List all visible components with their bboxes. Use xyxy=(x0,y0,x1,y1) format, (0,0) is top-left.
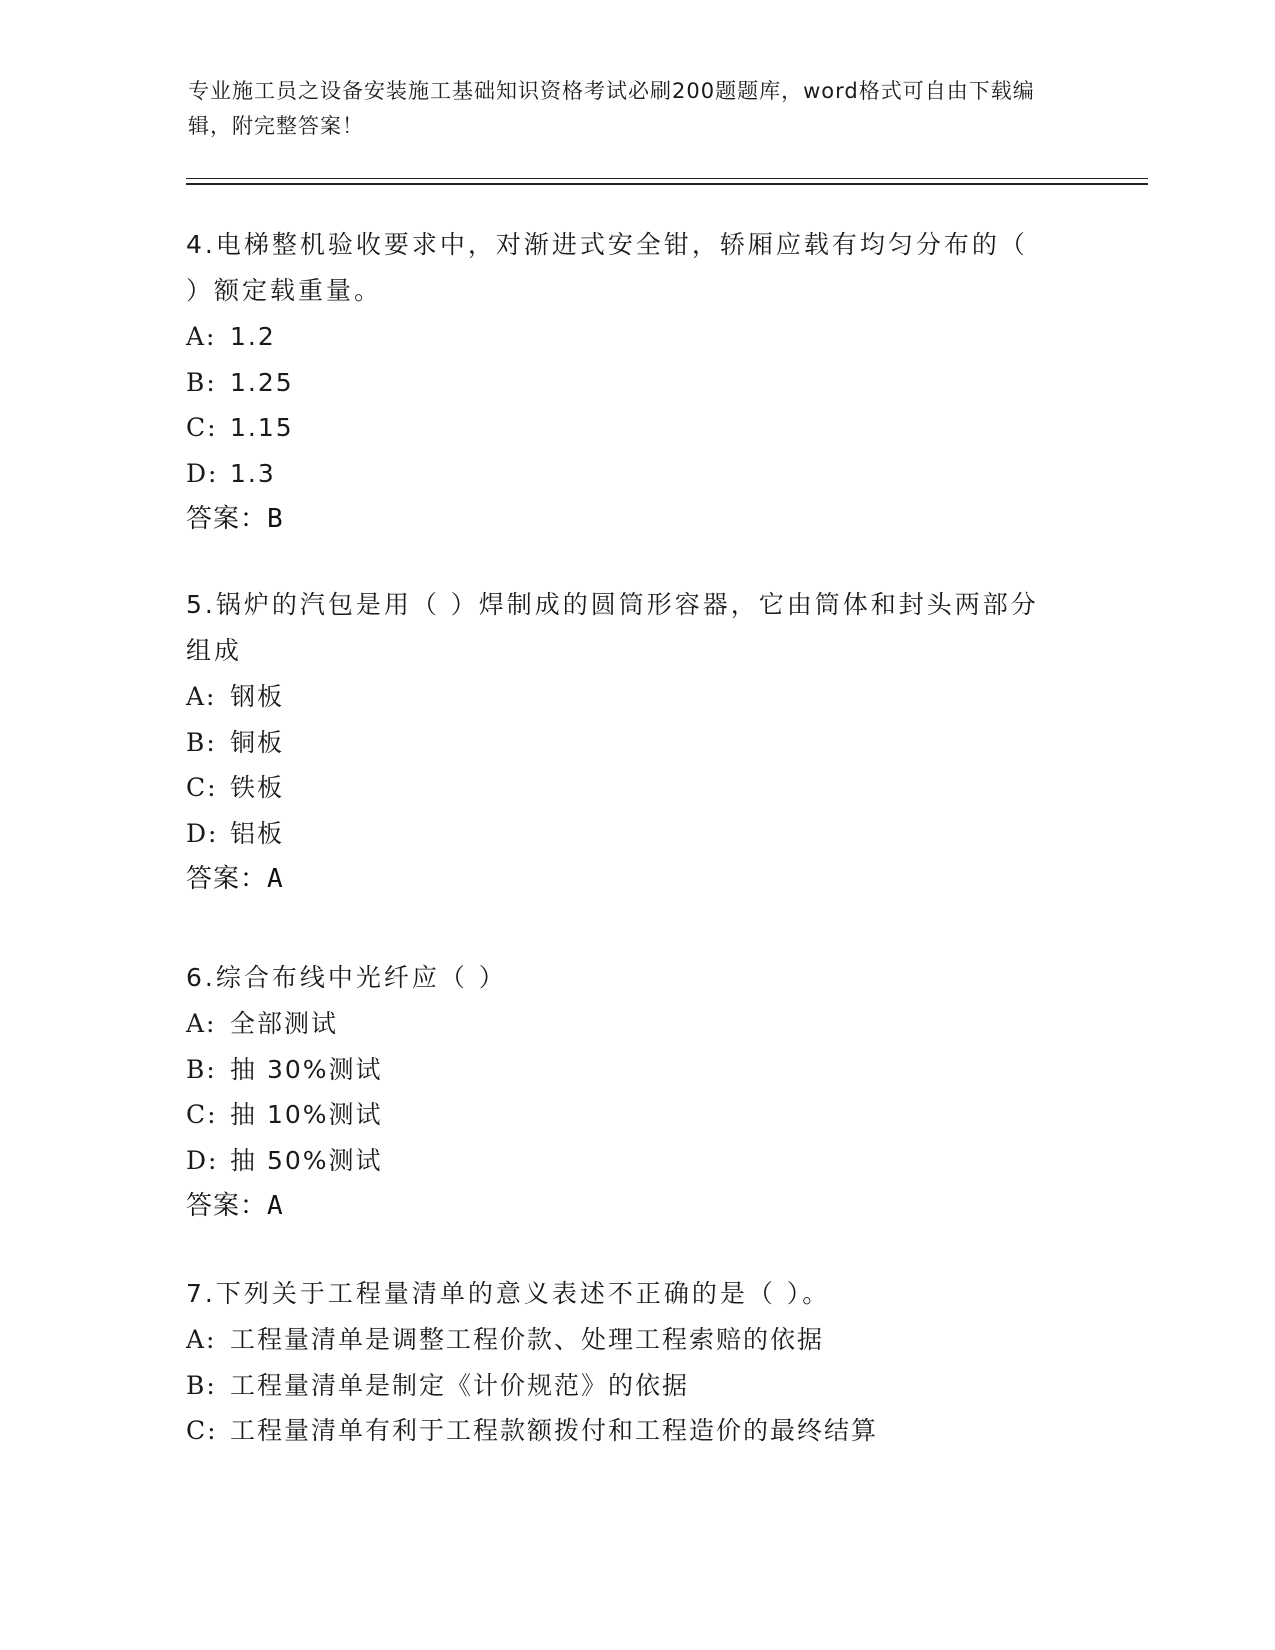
option-text: 抽 10%测试 xyxy=(230,1100,383,1129)
option-letter: C: xyxy=(186,773,218,802)
answer-line xyxy=(186,856,1066,902)
answer-value: B xyxy=(267,504,284,534)
question-4 xyxy=(186,222,1036,542)
header-divider-thin xyxy=(186,178,1148,179)
option-c xyxy=(186,765,1066,811)
option-d xyxy=(186,451,1036,497)
option-c xyxy=(186,1092,1086,1138)
option-c xyxy=(186,1408,1086,1454)
answer-line xyxy=(186,496,1036,542)
option-letter: A: xyxy=(186,322,217,351)
option-c xyxy=(186,405,1036,451)
option-a xyxy=(186,314,1036,360)
option-letter: B: xyxy=(186,727,217,757)
question-stem: 6.综合布线中光纤应（ ） xyxy=(186,963,507,992)
option-text: 铜板 xyxy=(230,727,285,757)
option-text: 钢板 xyxy=(230,682,285,711)
question-5 xyxy=(186,582,1066,902)
answer-label: 答案： xyxy=(186,1191,268,1221)
option-a xyxy=(186,1317,1086,1363)
option-letter: D: xyxy=(186,1145,219,1175)
option-d xyxy=(186,1138,1086,1184)
question-stem: 4.电梯整机验收要求中，对渐进式安全钳，轿厢应载有均匀分布的（ ）额定载重量。 xyxy=(186,230,1028,305)
option-letter: C: xyxy=(186,1100,218,1129)
option-text: 工程量清单有利于工程款额拨付和工程造价的最终结算 xyxy=(230,1416,879,1445)
question-stem: 5.锅炉的汽包是用（ ）焊制成的圆筒形容器，它由筒体和封头两部分组成 xyxy=(186,590,1039,665)
option-text: 抽 50%测试 xyxy=(230,1145,383,1175)
page-header-title: 专业施工员之设备安装施工基础知识资格考试必刷200题题库，word格式可自由下载编辑，附完整答案！ xyxy=(188,79,1035,138)
header-divider-thick xyxy=(186,183,1148,185)
answer-label: 答案： xyxy=(186,864,268,894)
option-text: 工程量清单是调整工程价款、处理工程索赔的依据 xyxy=(230,1325,825,1354)
option-b xyxy=(186,1047,1086,1093)
question-stem: 7.下列关于工程量清单的意义表述不正确的是（ ）。 xyxy=(186,1279,831,1308)
option-a xyxy=(186,1001,1086,1047)
option-text: 1.15 xyxy=(230,413,294,442)
option-a xyxy=(186,674,1066,720)
answer-value: A xyxy=(267,864,284,894)
answer-label: 答案： xyxy=(186,504,268,534)
option-b xyxy=(186,720,1066,766)
option-text: 全部测试 xyxy=(230,1009,339,1038)
option-b xyxy=(186,1363,1086,1409)
option-letter: B: xyxy=(186,1054,217,1084)
option-text: 1.3 xyxy=(230,458,276,488)
question-7 xyxy=(186,1271,1086,1454)
answer-line xyxy=(186,1183,1086,1229)
option-text: 1.2 xyxy=(230,322,276,351)
option-d xyxy=(186,811,1066,857)
option-text: 铝板 xyxy=(230,818,285,848)
option-b xyxy=(186,360,1036,406)
option-text: 工程量清单是制定《计价规范》的依据 xyxy=(230,1370,690,1400)
option-letter: D: xyxy=(186,458,219,488)
option-letter: C: xyxy=(186,413,218,442)
question-6 xyxy=(186,955,1086,1229)
option-letter: A: xyxy=(186,682,217,711)
option-letter: B: xyxy=(186,367,217,397)
answer-value: A xyxy=(267,1191,284,1221)
option-letter: C: xyxy=(186,1416,218,1445)
option-letter: B: xyxy=(186,1370,217,1400)
option-text: 1.25 xyxy=(230,367,294,397)
option-text: 抽 30%测试 xyxy=(230,1054,383,1084)
option-letter: A: xyxy=(186,1325,217,1354)
option-letter: A: xyxy=(186,1009,217,1038)
option-text: 铁板 xyxy=(230,773,285,802)
option-letter: D: xyxy=(186,818,219,848)
